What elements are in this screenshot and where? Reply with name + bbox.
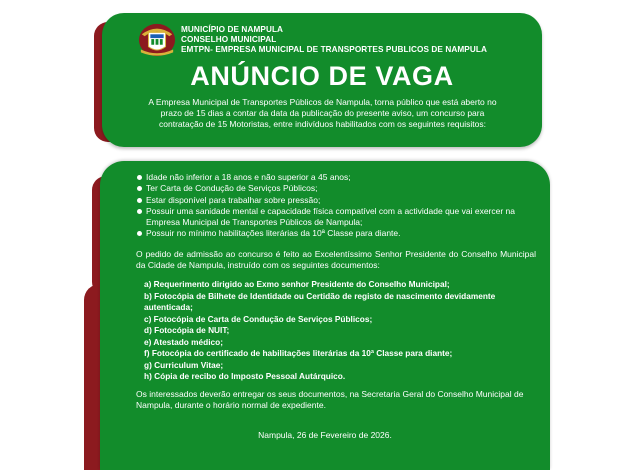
list-item: h) Cópia de recibo do Imposto Pessoal Autárquico.: [144, 371, 346, 381]
closing-paragraph: Os interessados deverão entregar os seus documentos, na Secretaria Geral do Conselho Municipal de Nampula, durante o horário normal de expediente.: [136, 389, 524, 411]
list-item: a) Requerimento dirigido ao Exmo senhor Presidente do Conselho Municipal;: [144, 279, 450, 289]
list-item: f) Fotocópia do certificado de habilitações literárias da 10ª Classe para diante;: [144, 348, 453, 358]
list-item: Possuir no mínimo habilitações literárias da 10ª Classe para diante.: [136, 228, 536, 239]
list-item: Possuir uma sanidade mental e capacidade física compatível com a actividade que vai exercer na Empresa Municipal de Transportes Públicos de Nampula;: [136, 206, 536, 229]
requirements-list: [136, 172, 536, 240]
header-company: EMTPN- EMPRESA MUNICIPAL DE TRANSPORTES PUBLICOS DE NAMPULA: [181, 45, 487, 54]
list-item: g) Curriculum Vitae;: [144, 359, 224, 370]
municipal-coat-of-arms-icon: [138, 21, 176, 59]
admission-paragraph: O pedido de admissão ao concurso é feito ao Excelentíssimo Senhor Presidente do Conselho Municipal da Cidade de Nampula, instruído com os seguintes documentos:: [136, 249, 536, 271]
intro-paragraph: A Empresa Municipal de Transportes Públicos de Nampula, torna público que está aberto no prazo de 15 dias a contar da data da publicação do presente aviso, um concurso para contratação de 15 Motoristas, entre indivíduos habilitados com os seguintes requisitos:: [148, 97, 497, 130]
list-item: e) Atestado médico;: [144, 336, 223, 347]
list-item: Ter Carta de Condução de Serviços Públicos;: [136, 183, 536, 194]
list-item: Estar disponível para trabalhar sobre pressão;: [136, 195, 536, 206]
issuer-header: [181, 25, 487, 55]
date-signoff: Nampula, 26 de Fevereiro de 2026.: [258, 430, 392, 440]
list-item: d) Fotocópia de NUIT;: [144, 325, 230, 335]
header-municipality: MUNICÍPIO DE NAMPULA: [181, 25, 284, 34]
documents-list: [144, 279, 534, 383]
header-council: CONSELHO MUNICIPAL: [181, 35, 277, 44]
list-item: c) Fotocópia de Carta de Condução de Serviços Públicos;: [144, 313, 373, 324]
list-item: Idade não inferior a 18 anos e não superior a 45 anos;: [136, 172, 536, 183]
page-title: ANÚNCIO DE VAGA: [190, 61, 454, 91]
list-item: b) Fotocópia de Bilhete de Identidade ou Certidão de registo de nascimento devidamente autenticada;: [144, 290, 496, 312]
